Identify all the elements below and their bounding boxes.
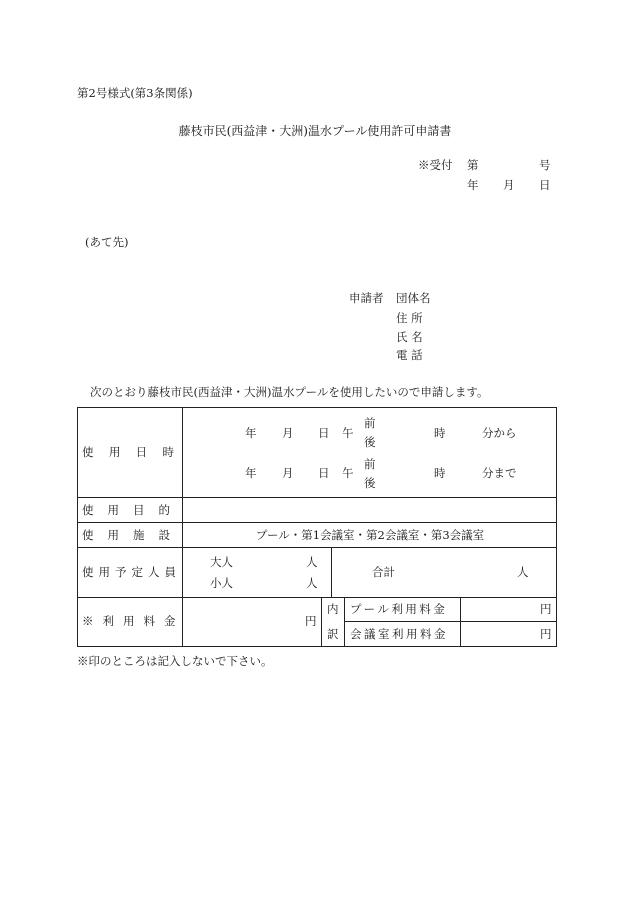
room-fee-label: 会議室利用料金 — [350, 627, 448, 641]
breakdown-label-2: 訳 — [327, 627, 339, 641]
intro-text: 次のとおり藤枝市民(西益津・大洲)温水プールを使用したいので申請します。 — [90, 385, 489, 399]
page-title: 藤枝市民(西益津・大洲)温水プール使用許可申請書 — [178, 124, 452, 138]
address-label: 住 所 — [396, 311, 423, 325]
date-year: 年 — [467, 178, 479, 192]
date-month: 月 — [503, 178, 515, 192]
row2-day: 日 — [318, 466, 330, 480]
row2-year: 年 — [245, 466, 257, 480]
label-char: 用 — [108, 445, 121, 459]
breakdown-label-1: 内 — [327, 602, 339, 616]
total-label: 合計 — [372, 565, 395, 579]
row1-day: 日 — [318, 426, 330, 440]
purpose-label: 使用目的 — [82, 503, 184, 517]
children-unit: 人 — [306, 576, 318, 590]
phone-label: 電 話 — [396, 348, 423, 362]
row1-month: 月 — [282, 426, 294, 440]
form-number: 第2号様式(第3条関係) — [77, 86, 193, 100]
label-char: 日 — [135, 445, 148, 459]
children-label: 小人 — [210, 576, 233, 590]
adults-label: 大人 — [210, 555, 233, 569]
row2-month: 月 — [282, 466, 294, 480]
receipt-go: 号 — [539, 158, 551, 172]
row1-minute-from: 分から — [482, 426, 517, 440]
row1-year: 年 — [245, 426, 257, 440]
adults-unit: 人 — [306, 555, 318, 569]
pool-fee-label: プール利用料金 — [350, 602, 448, 616]
room-fee-yen: 円 — [540, 627, 552, 641]
planned-people-label: 使用予定人員 — [82, 565, 181, 579]
total-unit: 人 — [517, 565, 529, 579]
fee-label: ※利用料金 — [82, 614, 185, 628]
usage-datetime-label — [82, 447, 174, 459]
label-char: 使 — [82, 445, 94, 459]
row1-pm: 後 — [364, 435, 376, 449]
footer-note: ※印のところは記入しないで下さい。 — [77, 654, 273, 668]
pool-fee-yen: 円 — [540, 602, 552, 616]
receipt-dai: 第 — [467, 158, 479, 172]
receipt-label: ※受付 — [418, 158, 453, 172]
row1-am: 前 — [364, 416, 376, 430]
addressee: (あて先) — [85, 235, 129, 249]
facility-value: プール・第1会議室・第2会議室・第3会議室 — [255, 528, 485, 542]
row2-am: 前 — [364, 457, 376, 471]
row2-hour: 時 — [434, 466, 446, 480]
fee-yen: 円 — [305, 614, 317, 628]
facility-label: 使用施設 — [82, 528, 184, 542]
row1-go: 午 — [342, 426, 354, 440]
row1-hour: 時 — [434, 426, 446, 440]
row2-minute-until: 分まで — [482, 466, 517, 480]
row2-pm: 後 — [364, 476, 376, 490]
applicant-label: 申請者 — [349, 291, 384, 305]
date-day: 日 — [539, 178, 551, 192]
group-name-label: 団体名 — [396, 291, 431, 305]
row2-go: 午 — [342, 466, 354, 480]
label-char: 時 — [162, 445, 174, 459]
name-label: 氏 名 — [396, 330, 423, 344]
